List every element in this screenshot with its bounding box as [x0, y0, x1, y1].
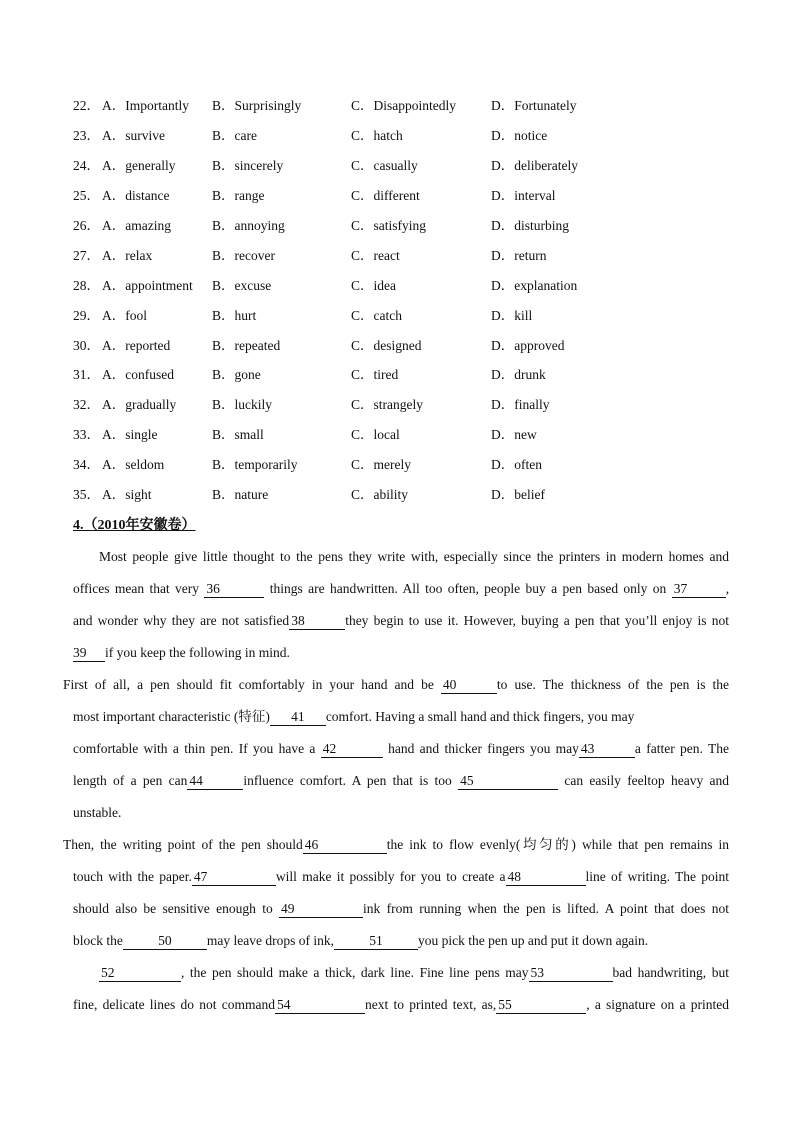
question-row — [73, 336, 753, 366]
passage-text: next to printed text, as, — [365, 997, 497, 1012]
option-c: C．strangely — [351, 397, 423, 413]
question-row — [73, 365, 753, 395]
option-c: C．casually — [351, 157, 418, 173]
option-a: A．amazing — [102, 217, 171, 233]
option-a: A．sight — [102, 487, 152, 503]
blank-45[interactable]: 45 — [458, 773, 558, 790]
question-number: 23． — [73, 127, 100, 143]
blank-39[interactable]: 39 — [73, 645, 105, 662]
option-b: B．hurt — [212, 307, 257, 323]
passage-text: bad handwriting, but — [612, 965, 729, 980]
passage-text: First of all, a pen should fit comfortably in your hand and be — [63, 677, 434, 692]
blank-36[interactable]: 36 — [204, 581, 264, 598]
option-b: B．annoying — [212, 217, 285, 233]
option-c: C．ability — [351, 487, 408, 503]
question-number: 27． — [73, 247, 100, 263]
blank-49[interactable]: 49 — [279, 901, 363, 918]
question-number: 33． — [73, 427, 100, 443]
passage-text: line of writing. The point — [585, 869, 729, 884]
passage-line — [73, 899, 729, 931]
question-number: 28． — [73, 277, 100, 293]
option-d: D．return — [491, 247, 547, 263]
passage-text: Most people give little thought to the pens they write with, especially since the printers in modern homes and — [99, 549, 729, 564]
blank-48[interactable]: 48 — [506, 869, 586, 886]
passage-text: things are handwritten. All too often, people buy a pen based only on — [269, 581, 667, 596]
question-number: 34． — [73, 457, 100, 473]
option-a: A．seldom — [102, 457, 165, 473]
option-a: A．appointment — [102, 277, 193, 293]
question-number: 31． — [73, 367, 100, 383]
option-b: B．care — [212, 127, 257, 143]
option-d: D．often — [491, 457, 542, 473]
question-number: 30． — [73, 337, 100, 353]
blank-40[interactable]: 40 — [441, 677, 497, 694]
question-row — [73, 306, 753, 336]
option-d: D．drunk — [491, 367, 546, 383]
question-number: 22． — [73, 98, 100, 113]
passage-text: Then, the writing point of the pen should — [63, 837, 303, 852]
question-row — [73, 246, 753, 276]
passage-text: block the — [73, 933, 123, 948]
cloze-passage — [63, 547, 730, 1027]
blank-51[interactable]: 51 — [334, 933, 418, 950]
passage-text: , a signature on a printed — [586, 997, 729, 1012]
passage-text: , — [725, 581, 730, 596]
passage-text: a fatter pen. The — [634, 741, 729, 756]
option-b: B．range — [212, 187, 265, 203]
question-row — [73, 186, 753, 216]
option-c: C．merely — [351, 457, 411, 473]
option-b: B．Surprisingly — [212, 98, 302, 113]
passage-text: , the pen should make a thick, dark line. Fine line pens may — [181, 965, 529, 980]
passage-text: ink from running when the pen is lifted. A point that does not — [363, 901, 729, 916]
question-row — [73, 156, 753, 186]
blank-42[interactable]: 42 — [321, 741, 383, 758]
option-b: B．sincerely — [212, 157, 284, 173]
passage-line — [73, 707, 729, 739]
option-d: D．notice — [491, 127, 548, 143]
option-b: B．repeated — [212, 337, 281, 353]
passage-text: you pick the pen up and put it down again. — [417, 933, 649, 948]
blank-55[interactable]: 55 — [496, 997, 586, 1014]
passage-text: will make it possibly for you to create a — [275, 869, 506, 884]
option-d: D．new — [491, 427, 537, 443]
blank-50[interactable]: 50 — [123, 933, 207, 950]
option-d: D．deliberately — [491, 157, 578, 173]
option-d: D．disturbing — [491, 217, 570, 233]
option-d: D．finally — [491, 397, 550, 413]
passage-text: may leave drops of ink, — [206, 933, 334, 948]
passage-line — [73, 771, 729, 803]
option-a: A．Importantly — [102, 98, 189, 113]
option-c: C．Disappointedly — [351, 98, 456, 113]
question-row — [73, 455, 753, 485]
passage-text: the ink to flow evenly(均匀的) while that pen remains in — [386, 837, 729, 852]
option-d: D．belief — [491, 487, 545, 503]
passage-line — [73, 931, 729, 963]
passage-text: should also be sensitive enough to — [73, 901, 273, 916]
passage-line — [73, 611, 729, 643]
option-b: B．small — [212, 427, 264, 443]
passage-text: to use. The thickness of the pen is the — [496, 677, 730, 692]
question-number: 32． — [73, 397, 100, 413]
option-a: A．survive — [102, 127, 165, 143]
option-a: A．gradually — [102, 397, 177, 413]
blank-44[interactable]: 44 — [187, 773, 243, 790]
option-b: B．recover — [212, 247, 275, 263]
option-d: D．approved — [491, 337, 565, 353]
option-b: B．nature — [212, 487, 269, 503]
section-title: 4.（2010年安徽卷） — [73, 518, 196, 533]
passage-text: fine, delicate lines do not command — [73, 997, 276, 1012]
passage-text: influence comfort. A pen that is too — [243, 773, 452, 788]
option-a: A．distance — [102, 187, 170, 203]
answer-options-list — [73, 96, 753, 515]
option-c: C．tired — [351, 367, 399, 383]
passage-line — [63, 675, 729, 707]
passage-text: unstable. — [73, 805, 122, 820]
passage-line — [63, 835, 729, 867]
blank-54[interactable]: 54 — [275, 997, 365, 1014]
option-b: B．luckily — [212, 397, 272, 413]
option-d: D．explanation — [491, 277, 578, 293]
passage-line — [73, 547, 729, 579]
option-c: C．catch — [351, 307, 402, 323]
passage-text: touch with the paper. — [73, 869, 192, 884]
question-row — [73, 96, 753, 126]
passage-line — [73, 643, 729, 675]
passage-text: they begin to use it. However, buying a pen that you’ll enjoy is not — [345, 613, 729, 628]
passage-text: offices mean that very — [73, 581, 200, 596]
question-row — [73, 395, 753, 425]
question-number: 29． — [73, 307, 100, 323]
option-a: A．fool — [102, 307, 147, 323]
option-d: D．kill — [491, 307, 533, 323]
passage-line — [73, 867, 729, 899]
question-row — [73, 216, 753, 246]
option-c: C．local — [351, 427, 400, 443]
question-number: 35． — [73, 487, 100, 503]
option-a: A．reported — [102, 337, 171, 353]
passage-line — [73, 963, 729, 995]
passage-line — [73, 739, 729, 771]
passage-text: if you keep the following in mind. — [105, 645, 290, 660]
passage-text: can easily feeltop heavy and — [564, 773, 729, 788]
question-row — [73, 425, 753, 455]
option-a: A．confused — [102, 367, 174, 383]
blank-41[interactable]: 41 — [270, 709, 326, 726]
blank-38[interactable]: 38 — [289, 613, 345, 630]
passage-text: comfort. Having a small hand and thick fingers, you may — [325, 709, 635, 724]
option-b: B．excuse — [212, 277, 272, 293]
option-c: C．idea — [351, 277, 396, 293]
option-c: C．hatch — [351, 127, 403, 143]
blank-53[interactable]: 53 — [529, 965, 613, 982]
option-b: B．gone — [212, 367, 261, 383]
question-row — [73, 485, 753, 515]
passage-text: hand and thicker fingers you may — [388, 741, 579, 756]
passage-line — [73, 803, 729, 835]
question-number: 25． — [73, 187, 100, 203]
blank-47[interactable]: 47 — [192, 869, 276, 886]
option-d: D．interval — [491, 187, 556, 203]
question-number: 26． — [73, 217, 100, 233]
option-a: A．single — [102, 427, 158, 443]
passage-text: and wonder why they are not satisfied — [73, 613, 290, 628]
option-b: B．temporarily — [212, 457, 298, 473]
blank-37[interactable]: 37 — [672, 581, 726, 598]
option-c: C．designed — [351, 337, 422, 353]
passage-text: length of a pen can — [73, 773, 188, 788]
question-row — [73, 126, 753, 156]
option-a: A．relax — [102, 247, 153, 263]
blank-43[interactable]: 43 — [579, 741, 635, 758]
blank-52[interactable]: 52 — [99, 965, 181, 982]
option-c: C．different — [351, 187, 420, 203]
option-c: C．satisfying — [351, 217, 427, 233]
passage-text: comfortable with a thin pen. If you have a — [73, 741, 316, 756]
passage-line — [73, 579, 729, 611]
option-d: D．Fortunately — [491, 98, 577, 113]
question-row — [73, 276, 753, 306]
blank-46[interactable]: 46 — [303, 837, 387, 854]
passage-text: most important characteristic (特征) — [73, 709, 270, 724]
option-c: C．react — [351, 247, 400, 263]
question-number: 24． — [73, 157, 100, 173]
passage-line — [73, 995, 729, 1027]
option-a: A．generally — [102, 157, 176, 173]
